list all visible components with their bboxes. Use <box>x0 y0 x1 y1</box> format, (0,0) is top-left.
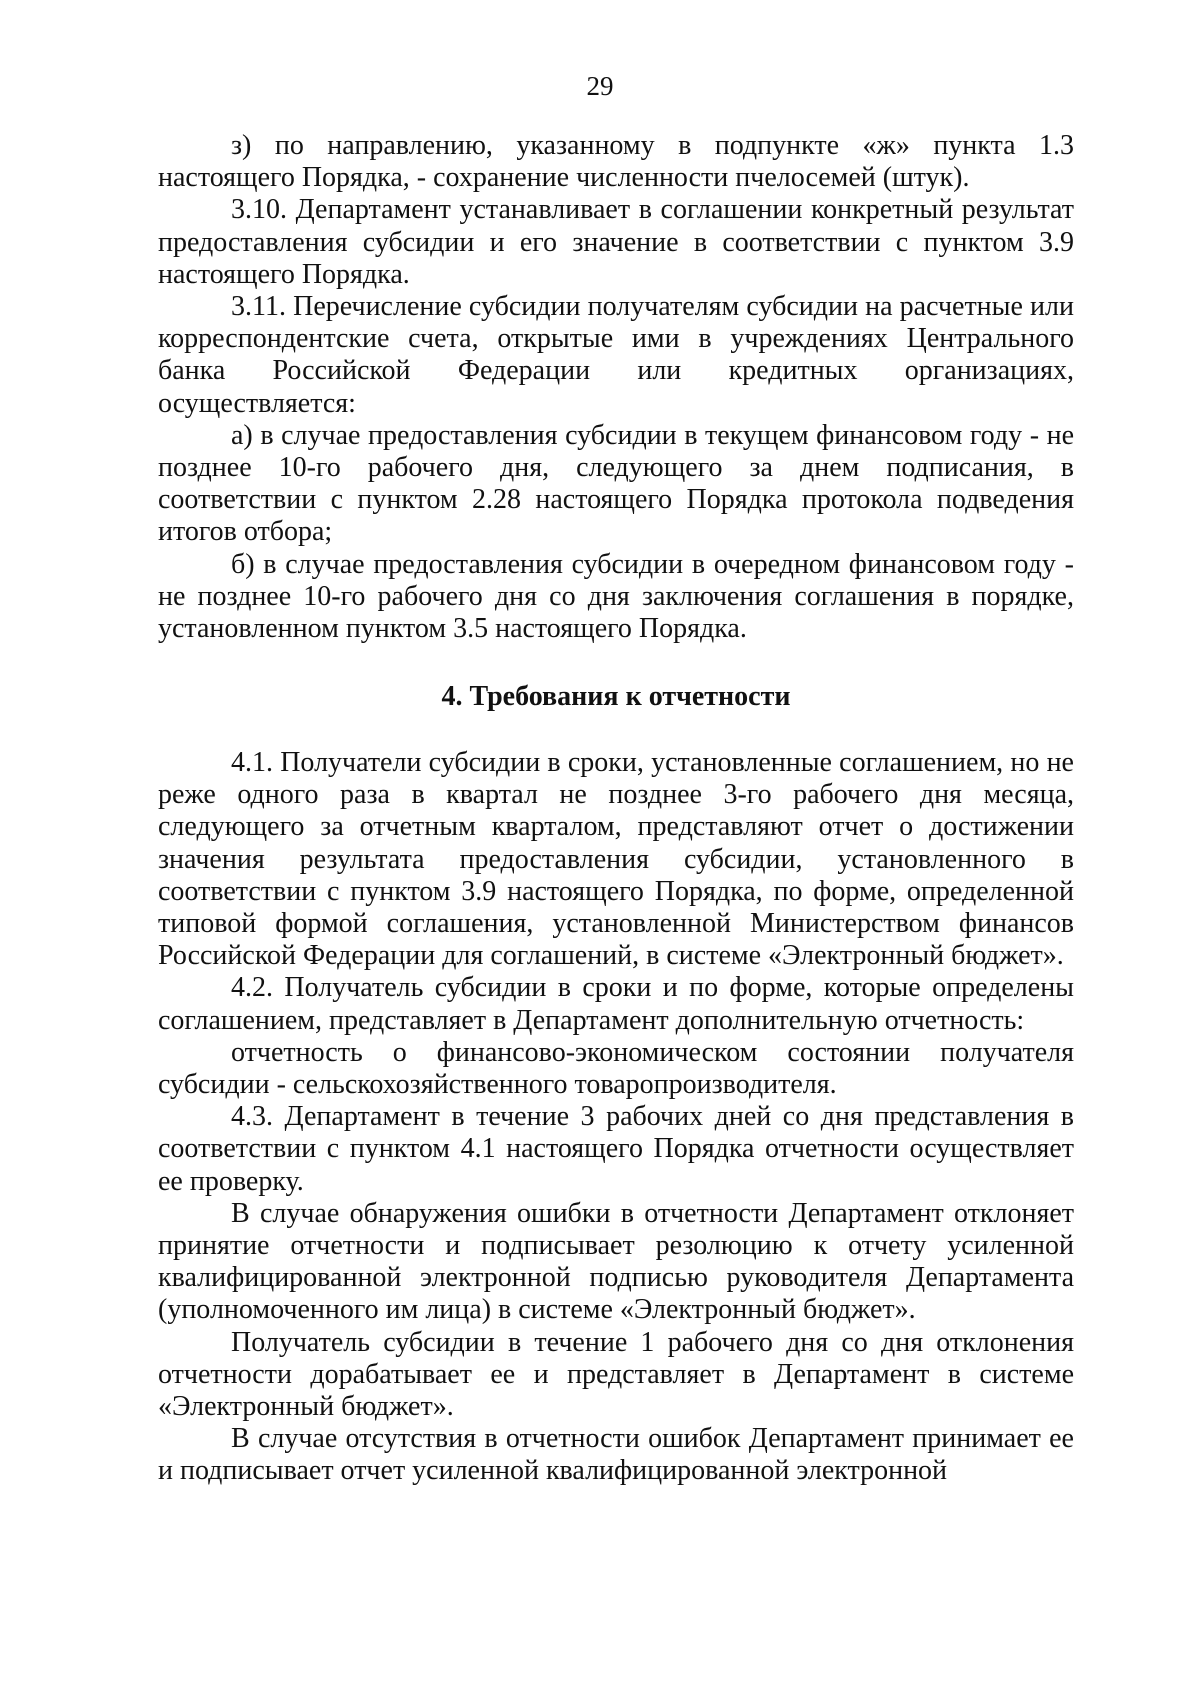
paragraph-4-2: 4.2. Получатель субсидии в сроки и по форме, которые определены соглашением, представляет в Департамент дополнительную отчетность: <box>158 972 1074 1036</box>
paragraph-4-1: 4.1. Получатели субсидии в сроки, установленные соглашением, но не реже одного раза в квартал не позднее 3-го рабочего дня месяца, следующего за отчетным кварталом, представляют отчет о достижении значения результата предоставления субсидии, установленного в соответствии с пунктом 3.9 настоящего Порядка, по форме, определенной типовой формой соглашения, установленной Министерством финансов Российской Федерации для соглашений, в системе «Электронный бюджет». <box>158 747 1074 972</box>
paragraph-4-2-item: отчетность о финансово-экономическом состоянии получателя субсидии - сельскохозяйственного товаропроизводителя. <box>158 1036 1074 1101</box>
paragraph-4-3-acceptance: В случае отсутствия в отчетности ошибок Департамент принимает ее и подписывает отчет усиленной квалифицированной электронной <box>158 1423 1074 1487</box>
section-text-block <box>158 747 1074 1488</box>
paragraph-3-9-z: з) по направлению, указанному в подпункте «ж» пункта 1.3 настоящего Порядка, - сохранение численности пчелосемей (штук). <box>158 130 1074 194</box>
paragraph-4-3-error-case: В случае обнаружения ошибки в отчетности Департамент отклоняет принятие отчетности и подписывает резолюцию к отчету усиленной квалифицированной электронной подписью руководителя Департамента (уполномоченного им лица) в системе «Электронный бюджет». <box>158 1197 1074 1326</box>
paragraph-3-11: 3.11. Перечисление субсидии получателям субсидии на расчетные или корреспондентские счета, открытые ими в учреждениях Центрального банка Российской Федерации или кредитных организациях, осуществляется: <box>158 291 1074 419</box>
paragraph-4-3-rework: Получатель субсидии в течение 1 рабочего дня со дня отклонения отчетности дорабатывает ее и представляет в Департамент в системе «Электронный бюджет». <box>158 1326 1074 1423</box>
paragraph-3-10: 3.10. Департамент устанавливает в соглашении конкретный результат предоставления субсидии и его значение в соответствии с пунктом 3.9 настоящего Порядка. <box>158 194 1074 290</box>
section-heading: 4. Требования к отчетности <box>441 681 791 712</box>
paragraph-3-11-b: б) в случае предоставления субсидии в очередном финансовом году - не позднее 10-го рабочего дня со дня заключения соглашения в порядке, установленном пунктом 3.5 настоящего Порядка. <box>158 548 1074 645</box>
top-text-block <box>158 130 1074 645</box>
paragraph-4-3: 4.3. Департамент в течение 3 рабочих дней со дня представления в соответствии с пунктом 4.1 настоящего Порядка отчетности осуществляет ее проверку. <box>158 1101 1074 1197</box>
paragraph-3-11-a: а) в случае предоставления субсидии в текущем финансовом году - не позднее 10-го рабочего дня, следующего за днем подписания, в соответствии с пунктом 2.28 настоящего Порядка протокола подведения итогов отбора; <box>158 419 1074 548</box>
page-number: 29 <box>586 71 614 101</box>
